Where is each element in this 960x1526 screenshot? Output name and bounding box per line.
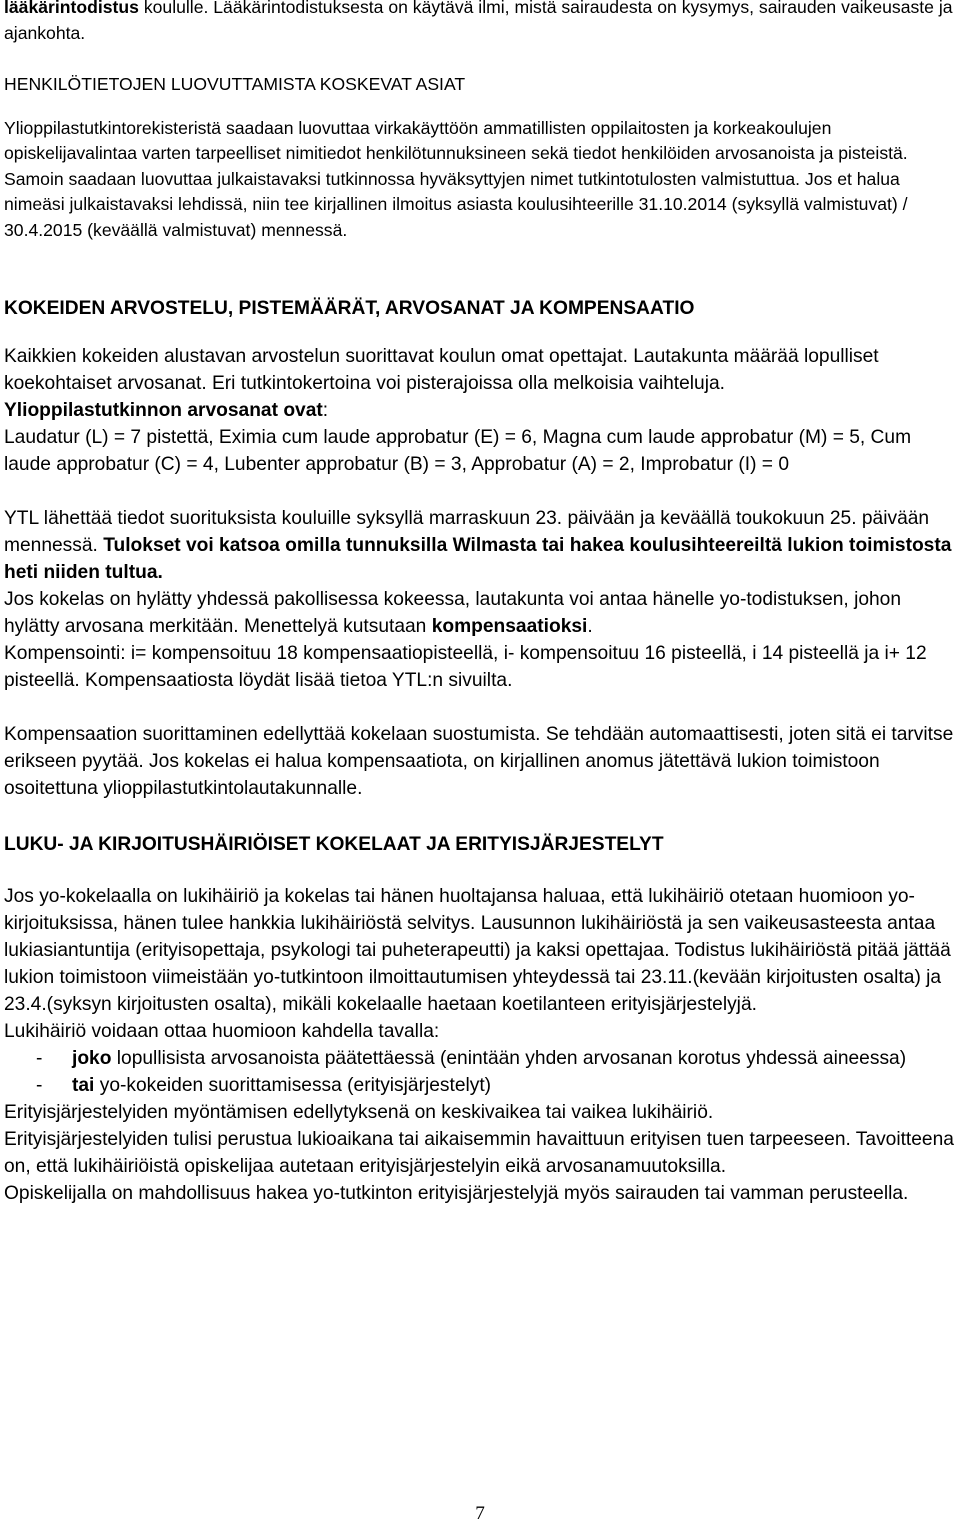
intro-text: koululle. Lääkärintodistuksesta on käytävä ilmi, mistä sairaudesta on kysymys, sairauden vaikeusaste ja ajankohta. [4, 0, 953, 43]
arrangements-requirement-paragraph: Erityisjärjestelyiden myöntämisen edellytyksenä on keskivaikea tai vaikea lukihäiriö. [4, 1102, 714, 1123]
grades-list: Laudatur (L) = 7 pistettä, Eximia cum laude approbatur (E) = 6, Magna cum laude approbatur (M) = 5, Cum laude approbatur (C) = 4, Lubenter approbatur (B) = 3, Approbatur (A) = 2, Improbatur (I) = 0 [4, 427, 912, 475]
list-item-text: yo-kokeiden suorittamisessa (erityisjärjestelyt) [94, 1075, 492, 1096]
intro-bold-term: lääkärintodistus [4, 0, 139, 17]
list-dash: - [36, 1075, 43, 1096]
document-page [4, 0, 958, 1207]
arrangements-basis-paragraph: Erityisjärjestelyiden tulisi perustua lukioaikana tai aikaisemmin havaittuun erityisen tuen tarpeeseen. Tavoitteena on, että lukihäiriöistä opiskelijaa autetaan erityisjärjestelyin eikä arvosanamuutoksilla. [4, 1129, 954, 1177]
heading-data-disclosure: HENKILÖTIETOJEN LUOVUTTAMISTA KOSKEVAT ASIAT [4, 74, 466, 94]
compensation-rules-paragraph: Kompensointi: i= kompensoituu 18 kompensaatiopisteellä, i- kompensoituu 16 pisteellä, i 14 pisteellä ja i+ 12 pisteellä. Kompensaatiosta löydät lisää tietoa YTL:n sivuilta. [4, 643, 927, 691]
list-item-bold: joko [72, 1048, 112, 1069]
dyslexia-ways-intro: Lukihäiriö voidaan ottaa huomioon kahdella tavalla: [4, 1021, 440, 1042]
list-item [4, 1072, 958, 1099]
compensation-period: . [587, 616, 593, 637]
list-item-text: lopullisista arvosanoista päätettäessä (enintään yhden arvosanan korotus yhdessä aineessa) [111, 1048, 907, 1069]
heading-grading: KOKEIDEN ARVOSTELU, PISTEMÄÄRÄT, ARVOSANAT JA KOMPENSAATIO [4, 298, 695, 319]
results-text: YTL lähettää tiedot suorituksista kouluille syksyllä marraskuun 23. päivään ja keväällä toukokuun 25. päivään mennessä. [4, 508, 930, 556]
heading-dyslexia: LUKU- JA KIRJOITUSHÄIRIÖISET KOKELAAT JA ERITYISJÄRJESTELYT [4, 834, 664, 855]
page-number: 7 [475, 1503, 485, 1524]
compensation-process-paragraph: Kompensaation suorittaminen edellyttää kokelaan suostumista. Se tehdään automaattisesti, joten sitä ei tarvitse erikseen pyytää. Jos kokelas ei halua kompensaatiota, on kirjallinen anomus jätettävä lukion toimistoon osoitettuna ylioppilastutkintolautakunnalle. [4, 724, 954, 799]
grades-paragraph [4, 397, 958, 478]
compensation-text: Jos kokelas on hylätty yhdessä pakollisessa kokeessa, lautakunta voi antaa hänelle yo-todistuksen, johon hylätty arvosana merkitään. Menettelyä kutsutaan [4, 589, 902, 637]
compensation-term: kompensaatioksi [431, 616, 588, 637]
illness-arrangements-paragraph: Opiskelijalla on mahdollisuus hakea yo-tutkinton erityisjärjestelyjä myös sairauden tai vamman perusteella. [4, 1183, 909, 1204]
disclosure-paragraph: Ylioppilastutkintorekisteristä saadaan luovuttaa virkakäyttöön ammatillisten oppilaitosten ja korkeakoulujen opiskelijavalintaa varten tarpeelliset nimitiedot henkilötunnuksineen sekä tiedot henkilöiden arvosanoista ja pisteistä. Samoin saadaan luovuttaa julkaistavaksi tutkinnossa hyväksyttyjen nimet tutkintotulosten valmistuttua. Jos et halua nimeäsi julkaistavaksi lehdissä, niin tee kirjallinen ilmoitus asiasta koulusihteerille 31.10.2014 (syksyllä valmistuvat) / 30.4.2015 (keväällä valmistuvat) mennessä. [4, 117, 908, 240]
dyslexia-paragraph: Jos yo-kokelaalla on lukihäiriö ja kokelas tai hänen huoltajansa haluaa, että lukihäiriö otetaan huomioon yo-kirjoituksissa, hänen tulee hankkia lukihäiriöstä selvitys. Lausunnon lukihäiriöstä ja sen vaikeusasteesta antaa lukiasiantuntija (erityisopettaja, psykologi tai puheterapeutti) ja kaksi opettajaa. Todistus lukihäiriöstä pitää jättää lukion toimistoon viimeistään yo-tutkintoon ilmoittautumisen yhteydessä tai 23.11.(kevään kirjoitusten osalta) ja 23.4.(syksyn kirjoitusten osalta), mikäli kokelaalle haetaan koetilanteen erityisjärjestelyjä. [4, 886, 951, 1015]
compensation-paragraph [4, 586, 958, 640]
grading-paragraph: Kaikkien kokeiden alustavan arvostelun suorittavat koulun omat opettajat. Lautakunta määrää lopulliset koekohtaiset arvosanat. Eri tutkintokertoina voi pisterajoissa olla melkoisia vaihteluja. [4, 346, 879, 394]
grades-colon: : [322, 400, 329, 421]
list-item [4, 1045, 958, 1072]
results-paragraph [4, 505, 958, 586]
list-item-bold: tai [72, 1075, 95, 1096]
grades-label: Ylioppilastutkinnon arvosanat ovat [4, 400, 323, 421]
intro-paragraph [4, 0, 958, 46]
results-bold-text: Tulokset voi katsoa omilla tunnuksilla Wilmasta tai hakea koulusihteereiltä lukion toimistosta heti niiden tultua. [4, 535, 952, 583]
list-dash: - [36, 1048, 43, 1069]
